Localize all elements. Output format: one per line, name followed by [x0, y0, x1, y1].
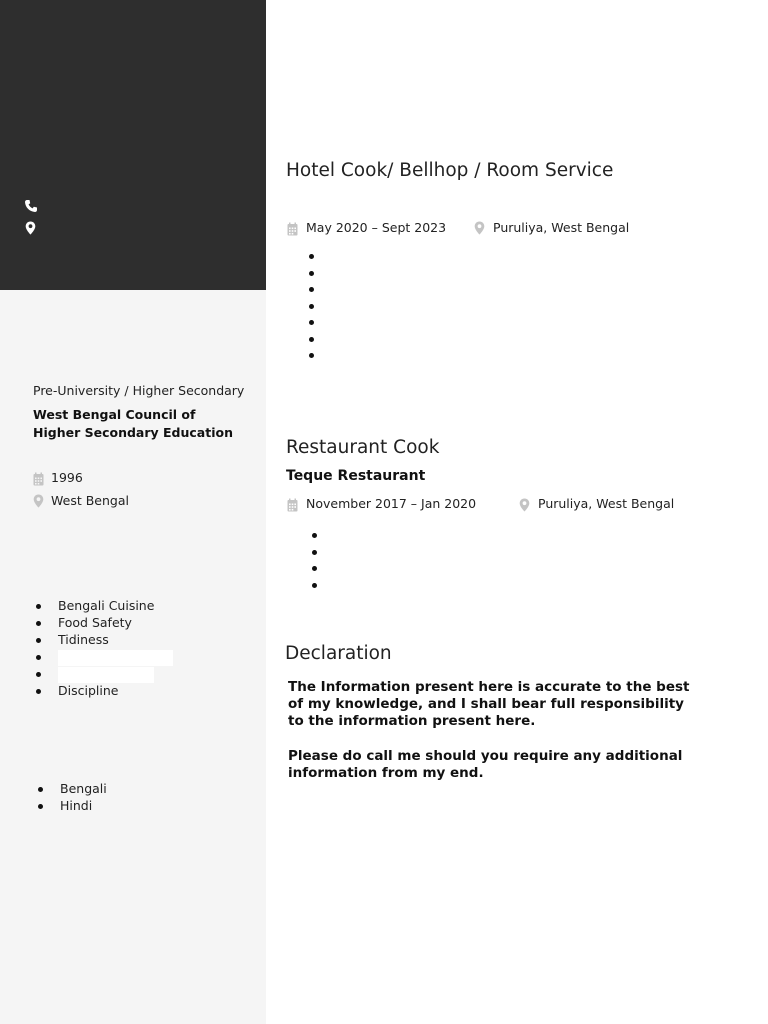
location-pin-icon: [25, 221, 36, 235]
declaration-paragraph: Please do call me should you require any additional information from my end.: [288, 748, 683, 781]
education-location: West Bengal: [51, 493, 129, 508]
job-location: Puruliya, West Bengal: [493, 220, 630, 235]
calendar-icon: [287, 498, 298, 512]
skills-list: [33, 597, 173, 699]
job-dates: May 2020 – Sept 2023: [306, 220, 447, 235]
languages-list: [35, 780, 107, 814]
skill-item: Food Safety: [33, 614, 173, 631]
education-school: West Bengal Council of Higher Secondary Education: [33, 407, 233, 440]
job-title: Restaurant Cook: [286, 437, 440, 458]
job-dates: November 2017 – Jan 2020: [306, 496, 477, 511]
skill-item: Tidiness: [33, 631, 173, 648]
sidebar-header: [0, 0, 266, 290]
redaction-box: [58, 667, 154, 683]
declaration-title: Declaration: [285, 643, 392, 664]
location-pin-icon: [519, 498, 530, 512]
education-degree: Pre-University / Higher Secondary: [33, 383, 245, 398]
skill-item-redacted: [33, 648, 173, 665]
job-location: Puruliya, West Bengal: [538, 496, 675, 511]
declaration-paragraph: The Information present here is accurate to the best of my knowledge, and I shall bear full responsibility to the information present here.: [288, 679, 690, 729]
job-title: Hotel Cook/ Bellhop / Room Service: [286, 160, 614, 181]
calendar-icon: [287, 222, 298, 236]
main-content: [266, 0, 768, 1024]
skill-item-redacted: [33, 665, 173, 682]
company-name: Teque Restaurant: [286, 468, 426, 484]
language-item: Bengali: [35, 780, 107, 797]
calendar-icon: [33, 472, 44, 486]
location-pin-icon: [474, 221, 485, 235]
education-year: 1996: [51, 470, 83, 485]
phone-icon: [24, 199, 38, 213]
language-item: Hindi: [35, 797, 107, 814]
skill-item: Bengali Cuisine: [33, 597, 173, 614]
location-pin-icon: [33, 494, 44, 508]
declaration-text: [288, 679, 698, 800]
skill-item: Discipline: [33, 682, 173, 699]
redaction-box: [58, 650, 173, 666]
